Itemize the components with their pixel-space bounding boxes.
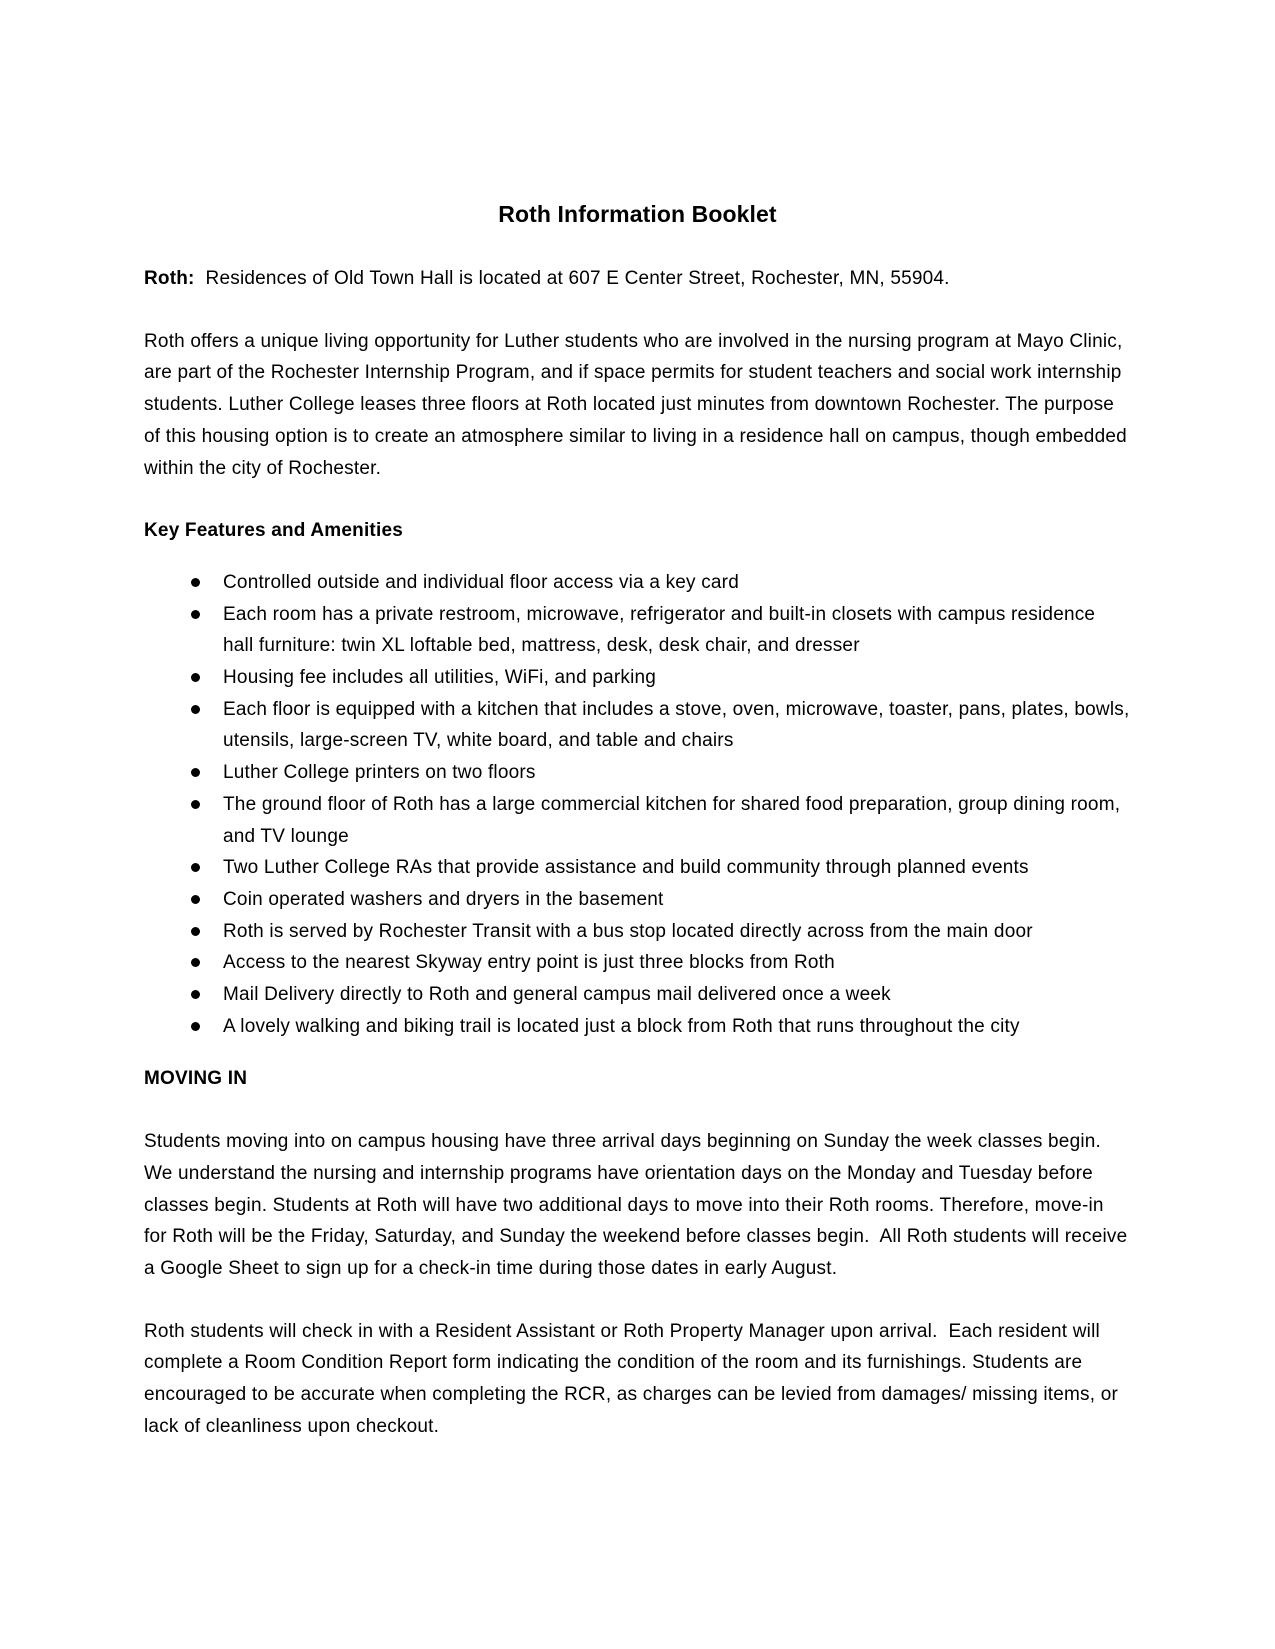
feature-item-text: Two Luther College RAs that provide assistance and build community through planned events (223, 857, 1029, 879)
feature-item (144, 884, 1131, 916)
bullet-icon (191, 578, 200, 587)
feature-item (144, 599, 1131, 662)
bullet-icon (191, 610, 200, 619)
feature-item (144, 789, 1131, 852)
feature-item-text: A lovely walking and biking trail is located just a block from Roth that runs throughout the city (223, 1015, 1020, 1037)
feature-item (144, 947, 1131, 979)
bullet-icon (191, 990, 200, 999)
feature-item-text: Each room has a private restroom, microwave, refrigerator and built-in closets with campus residence hall furniture: twin XL loftable bed, mattress, desk, desk chair, and dresser (223, 603, 1101, 657)
features-list (144, 567, 1135, 1043)
features-heading: Key Features and Amenities (144, 520, 403, 542)
bullet-icon (191, 768, 200, 777)
moving-in-paragraph-1: Students moving into on campus housing have three arrival days beginning on Sunday the week classes begin. We understand the nursing and internship programs have orientation days on the Monday and Tuesday before classes begin. Students at Roth will have two additional days to move into their Roth rooms. Therefore, move-in for Roth will be the Friday, Saturday, and Sunday the weekend before classes begin. All Roth students will receive a Google Sheet to sign up for a check-in time during those dates in early August. (144, 1131, 1133, 1279)
overview-paragraph: Roth offers a unique living opportunity for Luther students who are involved in the nursing program at Mayo Clinic, are part of the Rochester Internship Program, and if space permits for student teachers and social work internship students. Luther College leases three floors at Roth located just minutes from downtown Rochester. The purpose of this housing option is to create an atmosphere similar to living in a residence hall on campus, though embedded within the city of Rochester. (144, 330, 1133, 479)
feature-item-text: Mail Delivery directly to Roth and general campus mail delivered once a week (223, 984, 891, 1006)
bullet-icon (191, 895, 200, 904)
feature-item (144, 1011, 1131, 1043)
bullet-icon (191, 705, 200, 714)
feature-item-text: Luther College printers on two floors (223, 762, 536, 784)
moving-in-heading: MOVING IN (144, 1068, 248, 1090)
feature-item (144, 979, 1131, 1011)
bullet-icon (191, 927, 200, 936)
feature-item (144, 694, 1135, 757)
document-title: Roth Information Booklet (498, 201, 777, 227)
bullet-icon (191, 800, 200, 809)
bullet-icon (191, 1022, 200, 1031)
bullet-icon (191, 863, 200, 872)
feature-item (144, 567, 1131, 599)
feature-item-text: Roth is served by Rochester Transit with a bus stop located directly across from the main door (223, 920, 1033, 942)
intro-text: Residences of Old Town Hall is located at 607 E Center Street, Rochester, MN, 55904. (194, 268, 950, 289)
feature-item (144, 916, 1131, 948)
feature-item-text: Coin operated washers and dryers in the basement (223, 888, 664, 910)
bullet-icon (191, 958, 200, 967)
feature-item (144, 852, 1131, 884)
feature-item-text: The ground floor of Roth has a large commercial kitchen for shared food preparation, group dining room, and TV lounge (223, 793, 1126, 847)
feature-item (144, 757, 1131, 789)
feature-item-text: Controlled outside and individual floor access via a key card (223, 571, 739, 593)
feature-item-text: Each floor is equipped with a kitchen that includes a stove, oven, microwave, toaster, pans, plates, bowls, utensils, large-screen TV, white board, and table and chairs (223, 698, 1135, 752)
intro-label: Roth: (144, 268, 195, 289)
moving-in-paragraph-2: Roth students will check in with a Resident Assistant or Roth Property Manager upon arrival. Each resident will complete a Room Condition Report form indicating the condition of the room and its furnishings. Students are encouraged to be accurate when completing the RCR, as charges can be levied from damages/ missing items, or lack of cleanliness upon checkout. (144, 1320, 1124, 1437)
feature-item-text: Housing fee includes all utilities, WiFi, and parking (223, 667, 657, 689)
feature-item (144, 662, 1131, 694)
bullet-icon (191, 673, 200, 682)
intro-paragraph (144, 263, 1131, 295)
feature-item-text: Access to the nearest Skyway entry point is just three blocks from Roth (223, 952, 835, 974)
